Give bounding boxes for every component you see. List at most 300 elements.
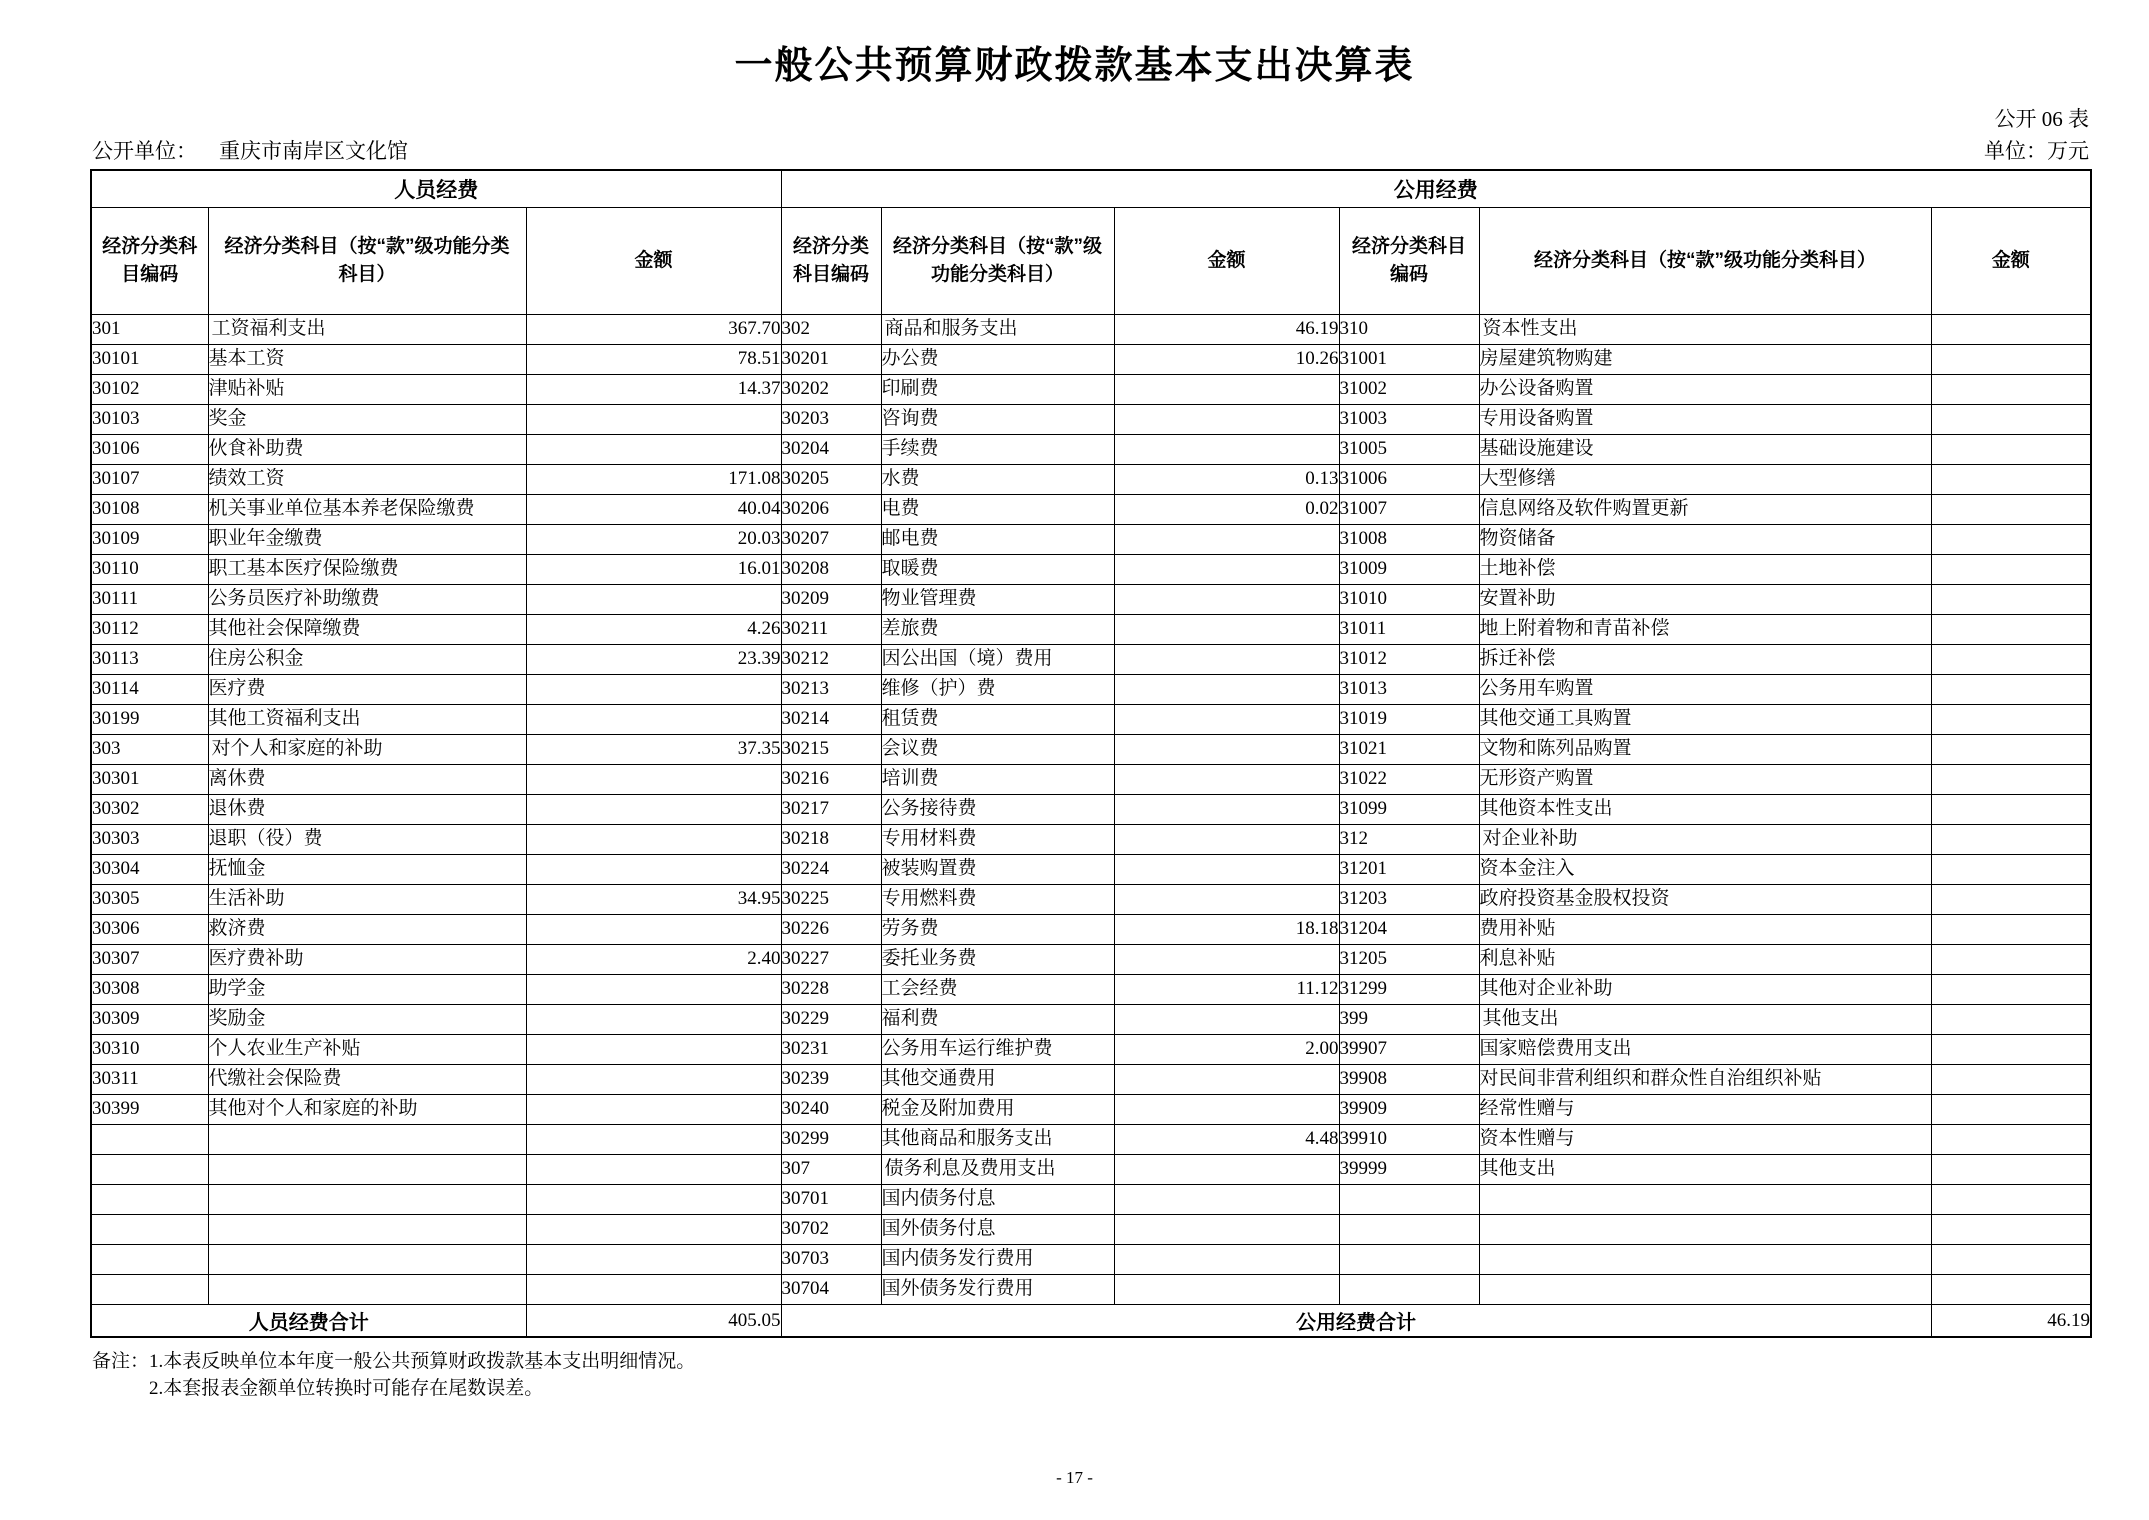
cell-amount — [1114, 1245, 1339, 1275]
cell-subject: 其他社会保障缴费 — [208, 615, 526, 645]
cell-code: 31201 — [1339, 855, 1479, 885]
cell-amount: 0.13 — [1114, 465, 1339, 495]
cell-amount — [1931, 735, 2091, 765]
cell-subject: 公务接待费 — [881, 795, 1114, 825]
cell-amount — [1931, 555, 2091, 585]
cell-subject: 资本金注入 — [1479, 855, 1931, 885]
cell-code — [91, 1275, 208, 1305]
cell-subject: 公务用车购置 — [1479, 675, 1931, 705]
cell-subject: 大型修缮 — [1479, 465, 1931, 495]
cell-code: 39907 — [1339, 1035, 1479, 1065]
cell-subject: 其他支出 — [1479, 1005, 1931, 1035]
cell-amount — [1931, 315, 2091, 345]
cell-amount — [1114, 1215, 1339, 1245]
cell-amount — [1931, 645, 2091, 675]
cell-code: 30209 — [781, 585, 881, 615]
cell-amount — [526, 1215, 781, 1245]
table-row — [91, 1245, 2091, 1275]
cell-amount — [1931, 765, 2091, 795]
cell-code: 30203 — [781, 405, 881, 435]
cell-code: 30207 — [781, 525, 881, 555]
cell-subject: 维修（护）费 — [881, 675, 1114, 705]
table-row — [91, 585, 2091, 615]
cell-subject: 商品和服务支出 — [881, 315, 1114, 345]
cell-subject: 邮电费 — [881, 525, 1114, 555]
table-row — [91, 1005, 2091, 1035]
cell-code: 30703 — [781, 1245, 881, 1275]
cell-code: 31019 — [1339, 705, 1479, 735]
cell-code: 303 — [91, 735, 208, 765]
table-row — [91, 615, 2091, 645]
table-row — [91, 345, 2091, 375]
cell-code: 30302 — [91, 795, 208, 825]
table-row — [91, 435, 2091, 465]
cell-amount: 2.00 — [1114, 1035, 1339, 1065]
cell-code: 31012 — [1339, 645, 1479, 675]
cell-code: 302 — [781, 315, 881, 345]
cell-subject: 工资福利支出 — [208, 315, 526, 345]
cell-subject: 印刷费 — [881, 375, 1114, 405]
personnel-total-amount: 405.05 — [526, 1305, 781, 1338]
cell-code: 30106 — [91, 435, 208, 465]
cell-code: 30213 — [781, 675, 881, 705]
cell-amount — [1931, 495, 2091, 525]
cell-amount — [526, 975, 781, 1005]
cell-code: 39910 — [1339, 1125, 1479, 1155]
table-row — [91, 315, 2091, 345]
note-line: 2.本套报表金额单位转换时可能存在尾数误差。 — [149, 1378, 544, 1399]
cell-amount — [1931, 345, 2091, 375]
cell-subject: 其他交通工具购置 — [1479, 705, 1931, 735]
cell-subject: 因公出国（境）费用 — [881, 645, 1114, 675]
cell-subject: 安置补助 — [1479, 585, 1931, 615]
cell-subject: 助学金 — [208, 975, 526, 1005]
cell-code: 30299 — [781, 1125, 881, 1155]
cell-subject: 国家赔偿费用支出 — [1479, 1035, 1931, 1065]
cell-code: 31009 — [1339, 555, 1479, 585]
table-row — [91, 1035, 2091, 1065]
cell-code — [1339, 1245, 1479, 1275]
table-row — [91, 495, 2091, 525]
cell-subject: 取暖费 — [881, 555, 1114, 585]
cell-code: 30201 — [781, 345, 881, 375]
cell-amount — [1114, 405, 1339, 435]
table-row — [91, 645, 2091, 675]
cell-code: 30206 — [781, 495, 881, 525]
cell-code — [91, 1125, 208, 1155]
cell-amount — [1931, 615, 2091, 645]
cell-amount — [526, 855, 781, 885]
cell-amount — [526, 1155, 781, 1185]
cell-subject: 劳务费 — [881, 915, 1114, 945]
cell-subject: 奖励金 — [208, 1005, 526, 1035]
cell-amount — [1931, 1005, 2091, 1035]
table-row — [91, 375, 2091, 405]
cell-subject: 其他商品和服务支出 — [881, 1125, 1114, 1155]
cell-amount: 23.39 — [526, 645, 781, 675]
personnel-total-label: 人员经费合计 — [91, 1305, 526, 1338]
notes — [92, 1348, 2089, 1402]
cell-amount — [1114, 1275, 1339, 1305]
cell-code: 30102 — [91, 375, 208, 405]
cell-amount — [1114, 525, 1339, 555]
cell-code: 30227 — [781, 945, 881, 975]
cell-code: 31021 — [1339, 735, 1479, 765]
cell-amount — [1114, 735, 1339, 765]
cell-subject — [208, 1185, 526, 1215]
cell-subject: 对企业补助 — [1479, 825, 1931, 855]
cell-code: 31007 — [1339, 495, 1479, 525]
page-title: 一般公共预算财政拨款基本支出决算表 — [734, 45, 1415, 87]
cell-amount — [526, 1245, 781, 1275]
cell-code: 30309 — [91, 1005, 208, 1035]
cell-subject: 培训费 — [881, 765, 1114, 795]
cell-code: 31011 — [1339, 615, 1479, 645]
cell-subject: 手续费 — [881, 435, 1114, 465]
cell-subject — [208, 1215, 526, 1245]
cell-amount — [1931, 1215, 2091, 1245]
cell-code: 30231 — [781, 1035, 881, 1065]
cell-subject: 委托业务费 — [881, 945, 1114, 975]
cell-amount — [526, 1185, 781, 1215]
code-column-header-1: 经济分类科目编码 — [91, 208, 208, 315]
cell-amount: 14.37 — [526, 375, 781, 405]
cell-code: 30109 — [91, 525, 208, 555]
table-row — [91, 945, 2091, 975]
cell-subject: 国外债务发行费用 — [881, 1275, 1114, 1305]
cell-code: 30215 — [781, 735, 881, 765]
cell-subject: 福利费 — [881, 1005, 1114, 1035]
cell-code: 31002 — [1339, 375, 1479, 405]
cell-code: 31008 — [1339, 525, 1479, 555]
cell-code: 30211 — [781, 615, 881, 645]
cell-code — [91, 1155, 208, 1185]
cell-code: 310 — [1339, 315, 1479, 345]
cell-amount — [1931, 435, 2091, 465]
cell-code: 30199 — [91, 705, 208, 735]
cell-subject: 资本性赠与 — [1479, 1125, 1931, 1155]
cell-amount — [1931, 1155, 2091, 1185]
page-number: - 17 - — [1056, 1468, 1093, 1487]
cell-amount — [526, 765, 781, 795]
cell-subject — [208, 1275, 526, 1305]
cell-code: 31022 — [1339, 765, 1479, 795]
amount-column-header-1: 金额 — [526, 208, 781, 315]
table-row — [91, 405, 2091, 435]
cell-code: 30228 — [781, 975, 881, 1005]
cell-subject: 经常性赠与 — [1479, 1095, 1931, 1125]
cell-subject — [1479, 1245, 1931, 1275]
cell-subject: 债务利息及费用支出 — [881, 1155, 1114, 1185]
cell-code: 30307 — [91, 945, 208, 975]
cell-amount — [1931, 975, 2091, 1005]
cell-amount — [1931, 705, 2091, 735]
cell-code: 30311 — [91, 1065, 208, 1095]
group-header-row — [91, 170, 2091, 208]
cell-amount — [526, 795, 781, 825]
cell-code: 31001 — [1339, 345, 1479, 375]
cell-subject: 资本性支出 — [1479, 315, 1931, 345]
cell-code: 30225 — [781, 885, 881, 915]
cell-amount — [1114, 1095, 1339, 1125]
cell-subject: 其他对个人和家庭的补助 — [208, 1095, 526, 1125]
cell-amount — [1114, 645, 1339, 675]
cell-subject: 政府投资基金股权投资 — [1479, 885, 1931, 915]
cell-code: 30113 — [91, 645, 208, 675]
cell-amount — [1931, 1095, 2091, 1125]
table-row — [91, 885, 2091, 915]
table-row — [91, 825, 2091, 855]
cell-amount: 16.01 — [526, 555, 781, 585]
cell-subject: 租赁费 — [881, 705, 1114, 735]
cell-code: 30108 — [91, 495, 208, 525]
unit-value: 重庆市南岸区文化馆 — [219, 139, 408, 163]
cell-code: 30218 — [781, 825, 881, 855]
cell-code: 30704 — [781, 1275, 881, 1305]
table-row — [91, 765, 2091, 795]
cell-subject: 职工基本医疗保险缴费 — [208, 555, 526, 585]
cell-amount — [1114, 555, 1339, 585]
cell-subject: 水费 — [881, 465, 1114, 495]
cell-subject: 专用设备购置 — [1479, 405, 1931, 435]
cell-subject: 咨询费 — [881, 405, 1114, 435]
cell-code: 399 — [1339, 1005, 1479, 1035]
totals-row — [91, 1305, 2091, 1338]
cell-subject — [1479, 1275, 1931, 1305]
cell-subject: 机关事业单位基本养老保险缴费 — [208, 495, 526, 525]
cell-amount — [1931, 855, 2091, 885]
cell-subject: 办公费 — [881, 345, 1114, 375]
cell-amount — [1931, 945, 2091, 975]
cell-amount: 2.40 — [526, 945, 781, 975]
cell-amount: 0.02 — [1114, 495, 1339, 525]
cell-code: 307 — [781, 1155, 881, 1185]
cell-amount — [526, 675, 781, 705]
cell-amount: 4.48 — [1114, 1125, 1339, 1155]
table-row — [91, 795, 2091, 825]
cell-subject: 拆迁补偿 — [1479, 645, 1931, 675]
cell-amount — [1114, 885, 1339, 915]
cell-amount — [526, 585, 781, 615]
cell-amount: 46.19 — [1114, 315, 1339, 345]
cell-code: 30226 — [781, 915, 881, 945]
cell-amount — [1931, 1125, 2091, 1155]
personnel-group-header: 人员经费 — [91, 170, 781, 208]
cell-subject: 无形资产购置 — [1479, 765, 1931, 795]
cell-subject: 利息补贴 — [1479, 945, 1931, 975]
budget-table — [90, 169, 2092, 1338]
cell-code: 30204 — [781, 435, 881, 465]
publishing-unit — [92, 135, 408, 165]
cell-code: 31006 — [1339, 465, 1479, 495]
cell-code: 30304 — [91, 855, 208, 885]
cell-amount: 367.70 — [526, 315, 781, 345]
cell-amount — [1114, 945, 1339, 975]
table-row — [91, 1215, 2091, 1245]
subject-column-header-1: 经济分类科目（按“款”级功能分类科目） — [208, 208, 526, 315]
cell-amount — [1114, 615, 1339, 645]
cell-subject: 其他支出 — [1479, 1155, 1931, 1185]
cell-subject: 个人农业生产补贴 — [208, 1035, 526, 1065]
cell-amount: 40.04 — [526, 495, 781, 525]
table-row — [91, 1065, 2091, 1095]
cell-subject: 国内债务付息 — [881, 1185, 1114, 1215]
cell-subject: 税金及附加费用 — [881, 1095, 1114, 1125]
cell-subject: 物资储备 — [1479, 525, 1931, 555]
cell-subject: 绩效工资 — [208, 465, 526, 495]
table-body — [91, 315, 2091, 1305]
cell-code: 30701 — [781, 1185, 881, 1215]
cell-subject: 信息网络及软件购置更新 — [1479, 495, 1931, 525]
unit-of-measure: 单位：万元 — [1984, 139, 2089, 163]
cell-amount — [1114, 1185, 1339, 1215]
cell-subject: 其他资本性支出 — [1479, 795, 1931, 825]
cell-subject: 退职（役）费 — [208, 825, 526, 855]
cell-amount — [1931, 1275, 2091, 1305]
cell-code: 39908 — [1339, 1065, 1479, 1095]
cell-code: 30301 — [91, 765, 208, 795]
cell-code: 31010 — [1339, 585, 1479, 615]
cell-amount — [526, 1095, 781, 1125]
cell-amount: 18.18 — [1114, 915, 1339, 945]
cell-code: 30101 — [91, 345, 208, 375]
cell-subject: 基本工资 — [208, 345, 526, 375]
table-row — [91, 675, 2091, 705]
cell-code: 30308 — [91, 975, 208, 1005]
meta-row — [92, 135, 2089, 165]
cell-code: 31205 — [1339, 945, 1479, 975]
cell-amount — [1114, 375, 1339, 405]
subject-column-header-3: 经济分类科目（按“款”级功能分类科目） — [1479, 208, 1931, 315]
cell-subject: 退休费 — [208, 795, 526, 825]
cell-amount — [1114, 855, 1339, 885]
cell-code: 31005 — [1339, 435, 1479, 465]
cell-amount — [1114, 1065, 1339, 1095]
cell-amount: 37.35 — [526, 735, 781, 765]
cell-subject: 对个人和家庭的补助 — [208, 735, 526, 765]
cell-subject: 专用材料费 — [881, 825, 1114, 855]
cell-code: 30103 — [91, 405, 208, 435]
cell-code: 30224 — [781, 855, 881, 885]
cell-code: 30216 — [781, 765, 881, 795]
cell-amount — [526, 825, 781, 855]
cell-code: 30214 — [781, 705, 881, 735]
cell-code: 301 — [91, 315, 208, 345]
column-header-row — [91, 208, 2091, 315]
cell-amount: 171.08 — [526, 465, 781, 495]
cell-subject: 代缴社会保险费 — [208, 1065, 526, 1095]
cell-amount — [1931, 1245, 2091, 1275]
cell-amount — [1114, 435, 1339, 465]
cell-subject: 对民间非营利组织和群众性自治组织补贴 — [1479, 1065, 1931, 1095]
cell-code: 30212 — [781, 645, 881, 675]
table-row — [91, 855, 2091, 885]
cell-amount — [1114, 1005, 1339, 1035]
cell-amount — [526, 435, 781, 465]
cell-subject — [1479, 1185, 1931, 1215]
table-row — [91, 975, 2091, 1005]
cell-subject — [208, 1125, 526, 1155]
code-column-header-2: 经济分类科目编码 — [781, 208, 881, 315]
cell-subject — [208, 1245, 526, 1275]
cell-amount — [1114, 795, 1339, 825]
cell-code — [1339, 1215, 1479, 1245]
cell-subject: 公务用车运行维护费 — [881, 1035, 1114, 1065]
amount-column-header-2: 金额 — [1114, 208, 1339, 315]
cell-amount — [1931, 1185, 2091, 1215]
cell-code: 31099 — [1339, 795, 1479, 825]
table-row — [91, 1155, 2091, 1185]
cell-subject: 国外债务付息 — [881, 1215, 1114, 1245]
cell-code: 30305 — [91, 885, 208, 915]
cell-code: 39909 — [1339, 1095, 1479, 1125]
cell-subject: 电费 — [881, 495, 1114, 525]
cell-code: 30107 — [91, 465, 208, 495]
cell-amount — [1931, 795, 2091, 825]
cell-subject: 差旅费 — [881, 615, 1114, 645]
cell-amount — [1114, 585, 1339, 615]
cell-code: 312 — [1339, 825, 1479, 855]
cell-code: 30399 — [91, 1095, 208, 1125]
cell-amount — [1931, 1065, 2091, 1095]
notes-label: 备注： — [92, 1351, 150, 1372]
table-row — [91, 705, 2091, 735]
cell-amount — [526, 1125, 781, 1155]
public-total-label: 公用经费合计 — [781, 1305, 1931, 1338]
cell-amount — [526, 705, 781, 735]
cell-subject: 离休费 — [208, 765, 526, 795]
cell-subject: 费用补贴 — [1479, 915, 1931, 945]
cell-amount — [1931, 675, 2091, 705]
cell-code: 30114 — [91, 675, 208, 705]
cell-subject: 津贴补贴 — [208, 375, 526, 405]
cell-code: 31013 — [1339, 675, 1479, 705]
public-group-header: 公用经费 — [781, 170, 2091, 208]
cell-amount: 11.12 — [1114, 975, 1339, 1005]
cell-amount — [1931, 915, 2091, 945]
cell-subject: 被装购置费 — [881, 855, 1114, 885]
table-row — [91, 465, 2091, 495]
amount-column-header-3: 金额 — [1931, 208, 2091, 315]
cell-amount — [1114, 765, 1339, 795]
cell-subject: 职业年金缴费 — [208, 525, 526, 555]
cell-code: 30208 — [781, 555, 881, 585]
cell-amount — [1114, 1155, 1339, 1185]
table-row — [91, 1125, 2091, 1155]
public-total-amount: 46.19 — [1931, 1305, 2091, 1338]
cell-code: 31204 — [1339, 915, 1479, 945]
cell-code: 30306 — [91, 915, 208, 945]
cell-subject: 奖金 — [208, 405, 526, 435]
cell-subject: 办公设备购置 — [1479, 375, 1931, 405]
unit-label: 公开单位： — [92, 139, 197, 163]
table-row — [91, 735, 2091, 765]
cell-code: 31203 — [1339, 885, 1479, 915]
cell-code: 30303 — [91, 825, 208, 855]
cell-amount — [1931, 405, 2091, 435]
cell-subject — [1479, 1215, 1931, 1245]
cell-amount — [1114, 825, 1339, 855]
cell-amount — [1931, 885, 2091, 915]
cell-code: 30702 — [781, 1215, 881, 1245]
cell-subject: 其他交通费用 — [881, 1065, 1114, 1095]
cell-amount: 34.95 — [526, 885, 781, 915]
cell-code: 30217 — [781, 795, 881, 825]
cell-subject: 会议费 — [881, 735, 1114, 765]
cell-subject: 地上附着物和青苗补偿 — [1479, 615, 1931, 645]
cell-subject: 文物和陈列品购置 — [1479, 735, 1931, 765]
cell-subject: 公务员医疗补助缴费 — [208, 585, 526, 615]
